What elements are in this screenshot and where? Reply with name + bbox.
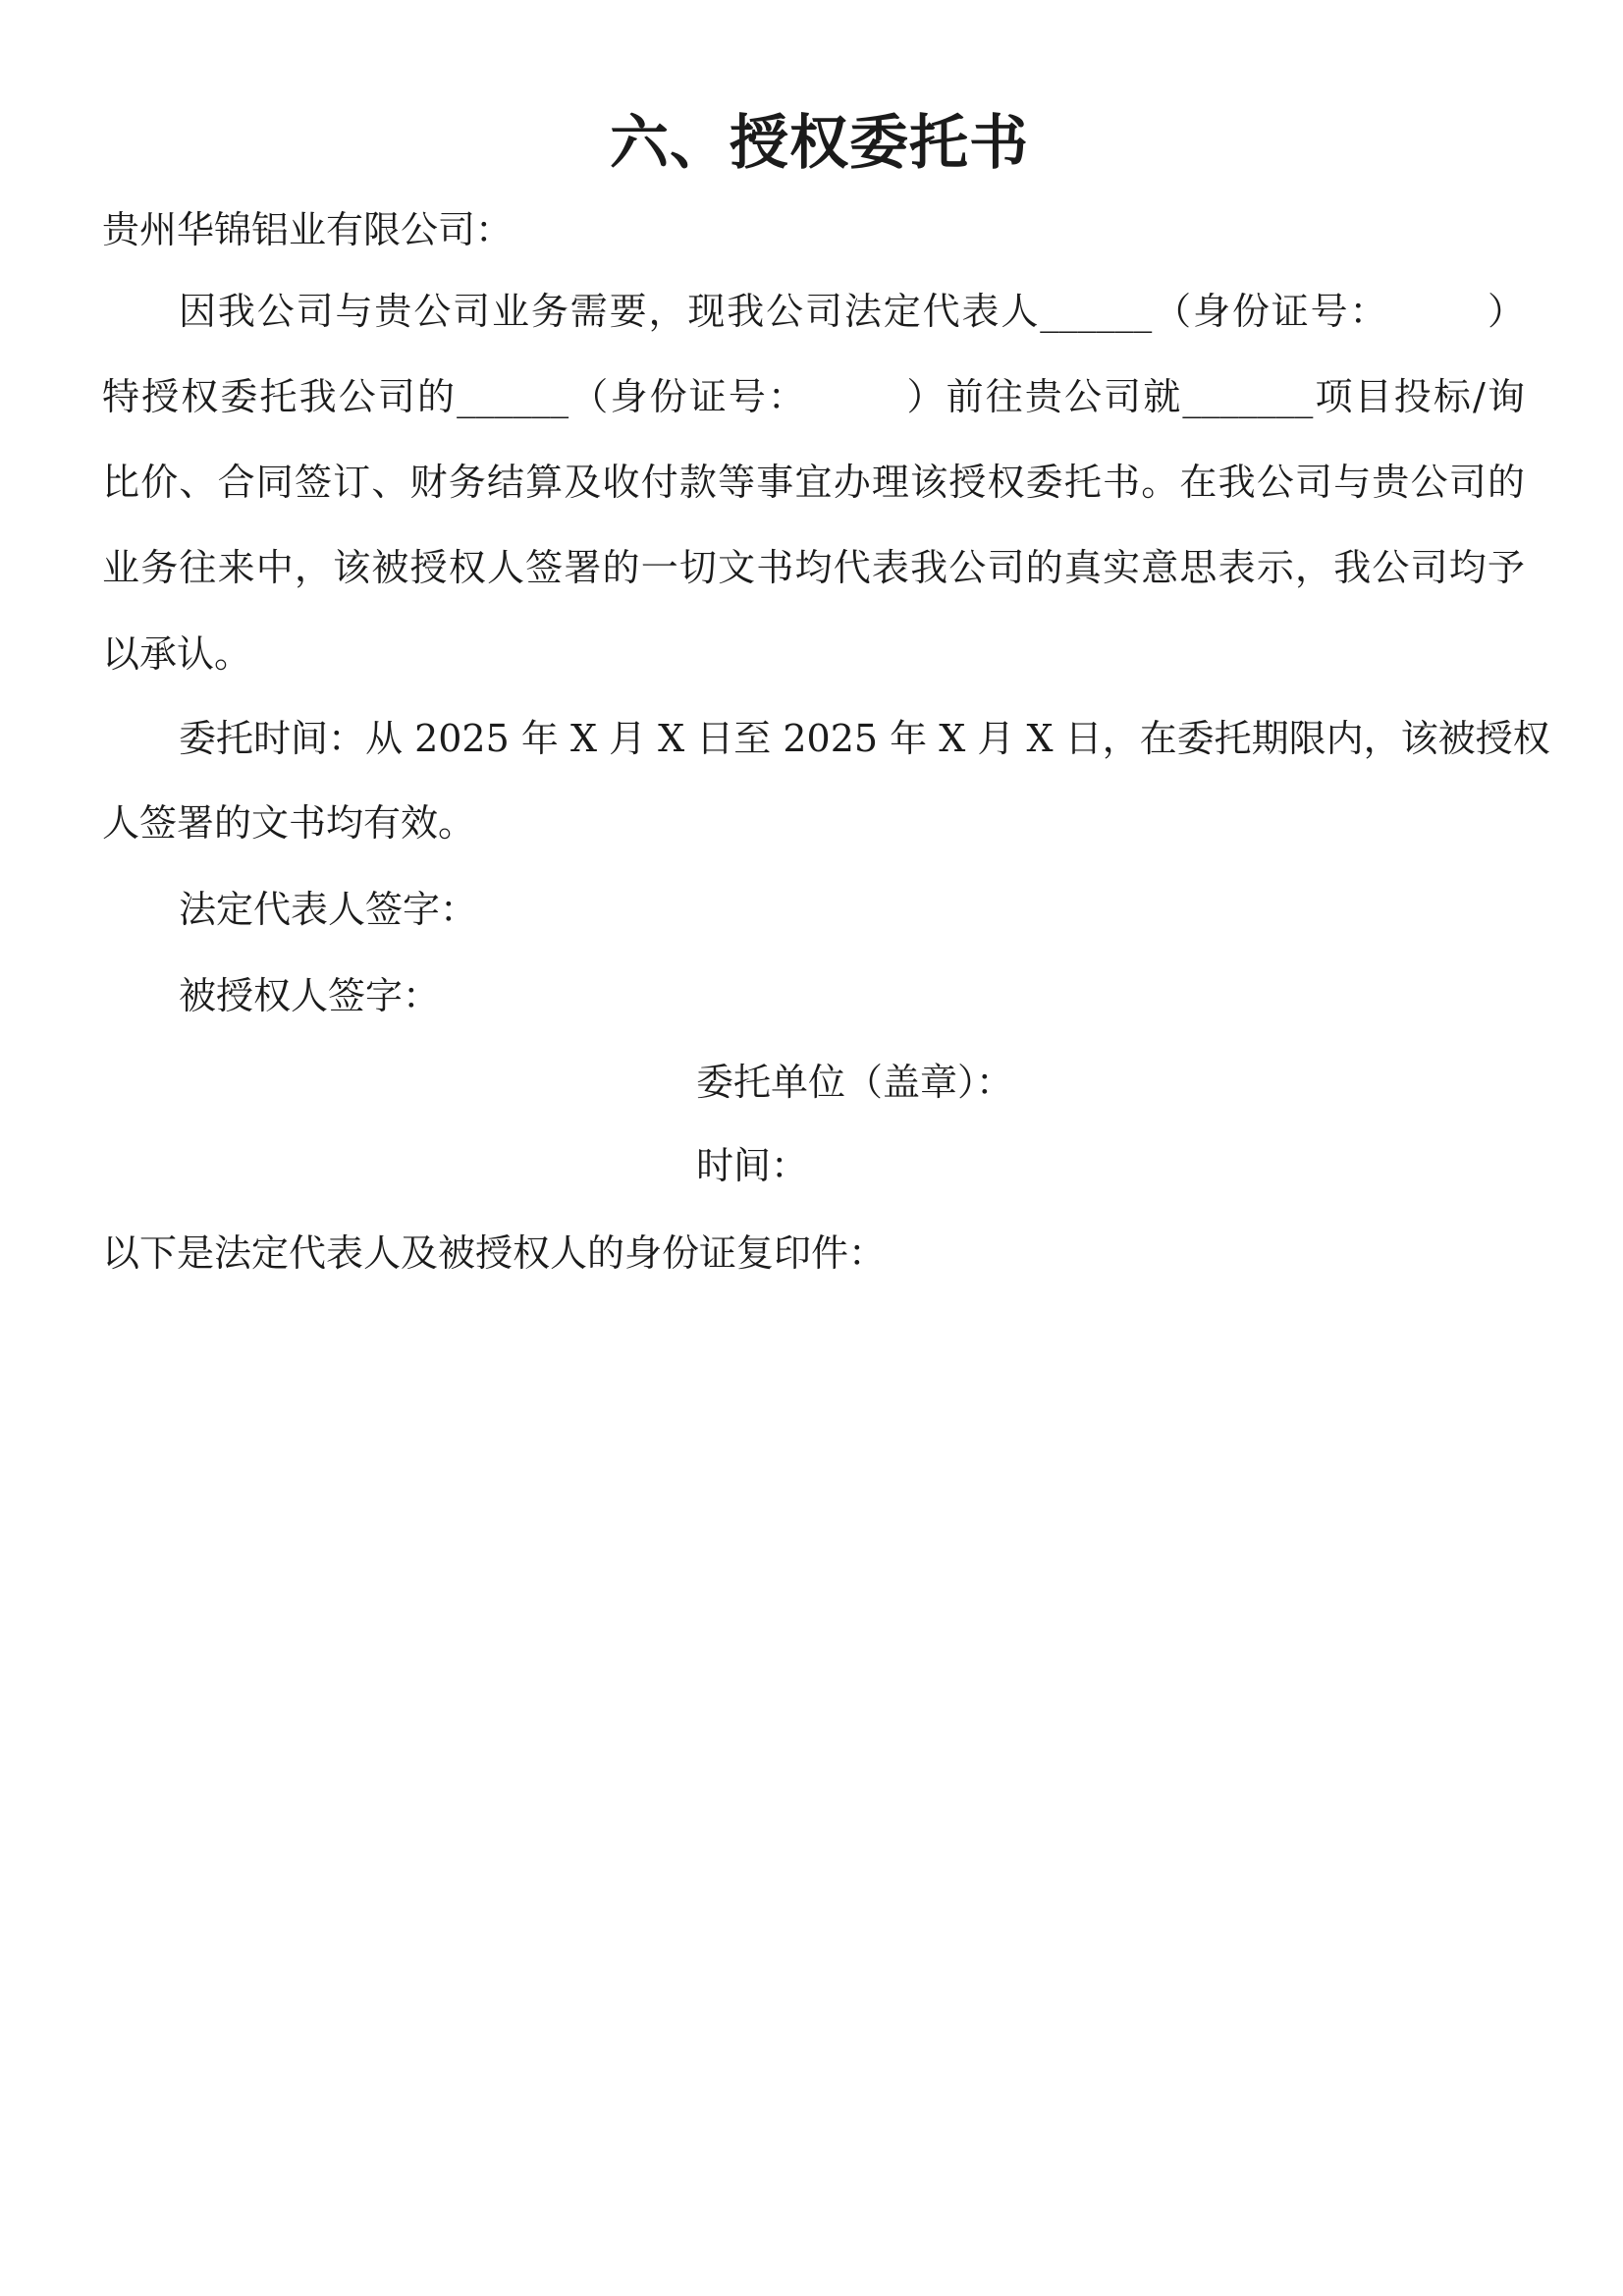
agent-signature-label: 被授权人签字：	[179, 974, 441, 1017]
authorization-line: 以承认。	[102, 632, 252, 676]
legal-rep-signature-label: 法定代表人签字：	[179, 888, 478, 931]
document-title: 六、授权委托书	[610, 109, 1029, 178]
authorization-line: 特授权委托我公司的______（身份证号： ）前往贵公司就_______项目投标/询	[102, 375, 1525, 418]
authorization-line: 因我公司与贵公司业务需要，现我公司法定代表人______（身份证号： ）	[179, 290, 1525, 333]
period-line: 委托时间：从 2025 年 X 月 X 日至 2025 年 X 月 X 日，在委托期限内，该被授权	[179, 717, 1550, 760]
salutation: 贵州华锦铝业有限公司：	[102, 208, 514, 251]
authorization-line: 比价、合同签订、财务结算及收付款等事宜办理该授权委托书。在我公司与贵公司的	[102, 461, 1525, 504]
entrusting-unit-seal-label: 委托单位（盖章）：	[696, 1061, 1014, 1104]
authorization-line: 业务往来中，该被授权人签署的一切文书均代表我公司的真实意思表示，我公司均予	[102, 546, 1525, 589]
period-line: 人签署的文书均有效。	[102, 801, 476, 845]
date-label: 时间：	[696, 1144, 809, 1187]
id-copies-note: 以下是法定代表人及被授权人的身份证复印件：	[102, 1231, 887, 1275]
